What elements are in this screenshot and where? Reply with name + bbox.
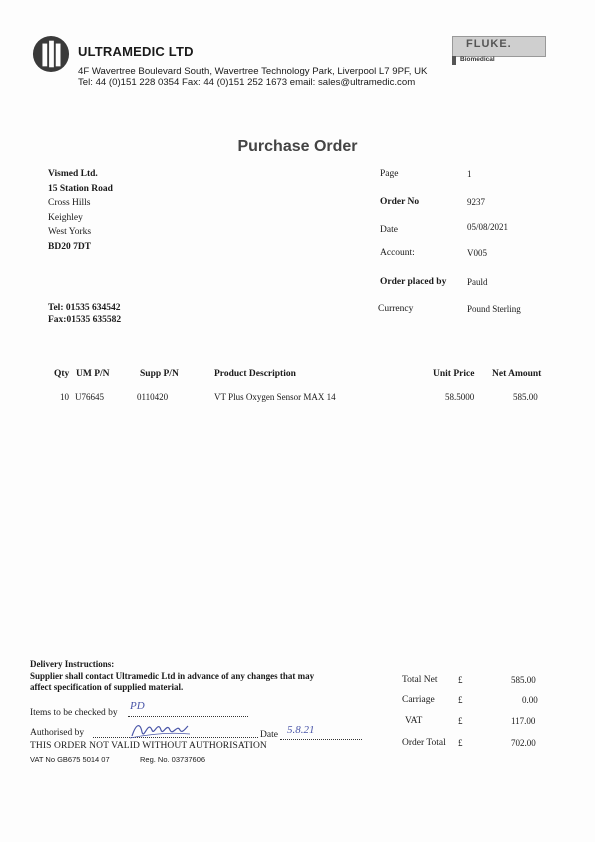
carriage-label: Carriage [402,695,435,705]
company-address: 4F Wavertree Boulevard South, Wavertree Technology Park, Liverpool L7 9PF, UK [78,66,428,77]
account-label: Account: [380,248,415,258]
currency-value: Pound Sterling [467,304,521,314]
total-net-label: Total Net [402,675,438,685]
column-header-net-amount: Net Amount [492,369,542,379]
page-label: Page [380,169,399,179]
currency-label: Currency [378,304,414,314]
row-um-pn: U76645 [75,392,104,402]
delivery-line: affect specification of supplied material. [30,682,184,692]
supplier-address-line: 15 Station Road [48,183,113,194]
vat-label: VAT [405,716,423,726]
fluke-logo-text: FLUKE. [466,38,512,50]
account-value: V005 [467,248,487,258]
not-valid-notice: THIS ORDER NOT VALID WITHOUT AUTHORISATION [30,741,267,751]
row-supp-pn: 0110420 [137,392,169,402]
order-no-value: 9237 [467,197,485,207]
vat-number: VAT No GB675 5014 07 [30,755,110,764]
column-header-supp-pn: Supp P/N [140,369,179,379]
supplier-address-line: Cross Hills [48,198,91,209]
row-net-amount: 585.00 [513,392,538,402]
items-checked-label: Items to be checked by [30,708,118,718]
currency-symbol: £ [458,738,463,748]
supplier-fax: Fax:01535 635582 [48,315,122,325]
supplier-address [48,167,113,255]
order-total-label: Order Total [402,738,446,748]
supplier-name: Vismed Ltd. [48,169,98,179]
fluke-biomedical-logo [452,36,544,66]
supplier-phone-fax [48,302,121,326]
fluke-logo-subtext: Biomedical [460,56,495,63]
supplier-tel: Tel: 01535 634542 [48,303,121,313]
currency-symbol: £ [458,675,463,685]
delivery-line: Supplier shall contact Ultramedic Ltd in advance of any changes that may [30,670,315,681]
currency-symbol: £ [458,695,463,705]
placed-by-label: Order placed by [380,277,447,287]
order-total-value: 702.00 [511,738,536,748]
row-unit-price: 58.5000 [445,392,475,402]
delivery-title: Delivery Instructions: [30,659,115,669]
company-name: ULTRAMEDIC LTD [78,44,194,59]
column-header-qty: Qty [54,369,70,379]
auth-date-line [280,739,362,740]
document-title: Purchase Order [237,138,358,155]
column-header-um-pn: UM P/N [76,369,110,379]
placed-by-value: Pauld [467,277,488,287]
row-qty: 10 [60,392,69,402]
page-value: 1 [467,169,472,179]
row-description: VT Plus Oxygen Sensor MAX 14 [214,392,336,402]
authorised-label: Authorised by [30,728,85,738]
vat-value: 117.00 [511,716,536,726]
column-header-description: Product Description [214,369,296,379]
column-header-unit-price: Unit Price [433,369,475,379]
auth-date-label: Date [260,730,278,740]
authorisation-signature [130,716,190,742]
company-contact: Tel: 44 (0)151 228 0354 Fax: 44 (0)151 252 1673 email: sales@ultramedic.com [78,77,416,88]
supplier-address-line: Keighley [48,212,83,223]
ultramedic-logo-icon [32,35,70,73]
date-value: 05/08/2021 [467,222,509,232]
order-no-label: Order No [380,197,420,207]
total-net-value: 585.00 [511,675,536,685]
currency-symbol: £ [458,716,463,726]
auth-date-value: 5.8.21 [287,724,315,736]
registration-number: Reg. No. 03737606 [140,755,206,764]
carriage-value: 0.00 [522,695,538,705]
delivery-instructions [30,659,314,694]
supplier-postcode: BD20 7DT [48,241,92,252]
items-checked-initials: PD [130,700,145,712]
date-label: Date [380,225,398,235]
supplier-address-line: West Yorks [48,227,92,238]
